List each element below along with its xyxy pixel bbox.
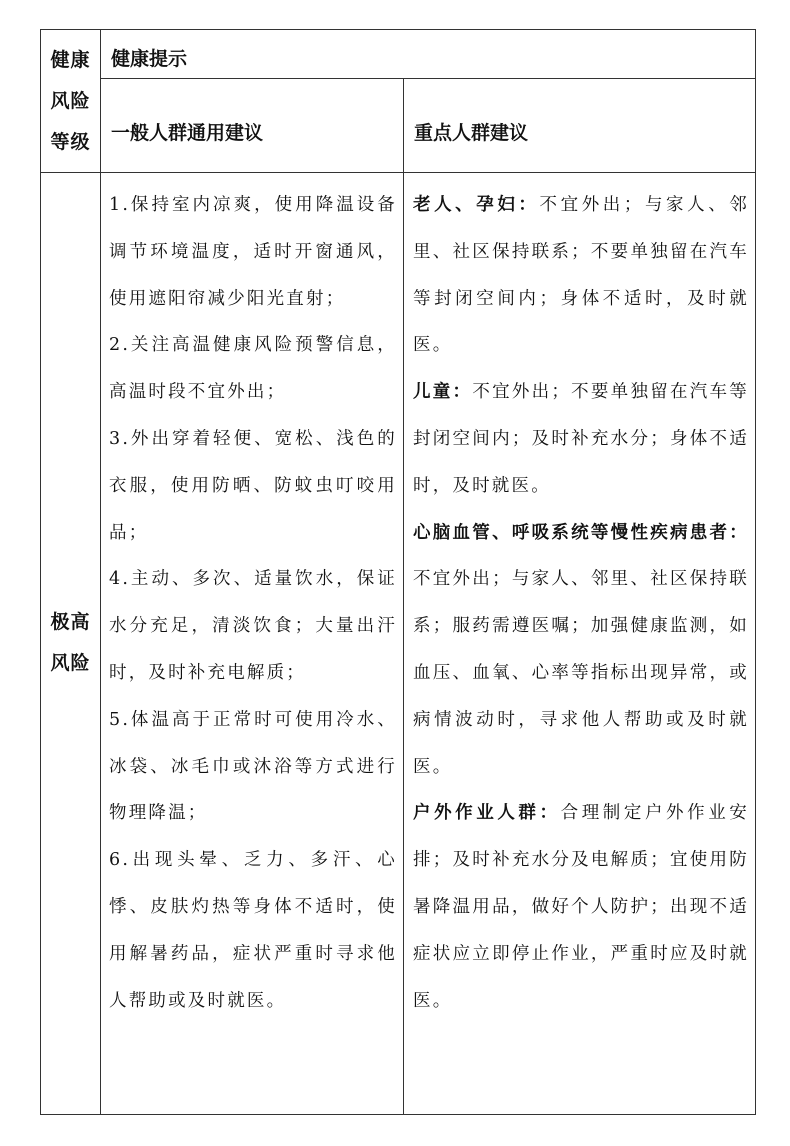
risk-level-line: 风险 xyxy=(50,652,91,674)
general-advice-item: 2.关注高温健康风险预警信息，高温时段不宜外出； xyxy=(109,335,397,403)
risk-level-cell xyxy=(41,172,100,1114)
key-group-text: 合理制定户外作业安排；及时补充水分及电解质；宜使用防暑降温用品，做好个人防护；出现不适症状应立即停止作业，严重时应及时就医。 xyxy=(413,803,749,1011)
advice-table xyxy=(40,29,756,1115)
risk-level-line: 极高 xyxy=(50,611,91,633)
general-advice-item: 6.出现头晕、乏力、多汗、心悸、皮肤灼热等身体不适时，使用解暑药品，症状严重时寻求他人帮助或及时就医。 xyxy=(109,850,397,1011)
header-health-tips: 健康提示 xyxy=(111,48,188,70)
key-group-name: 户外作业人群： xyxy=(413,803,561,824)
key-group-item xyxy=(413,510,749,791)
key-group-item xyxy=(413,182,749,369)
general-advice-item: 5.体温高于正常时可使用冷水、冰袋、冰毛巾或沐浴等方式进行物理降温； xyxy=(109,709,397,824)
key-group-text: 不宜外出；不要单独留在汽车等封闭空间内；及时补充水分；身体不适时，及时就医。 xyxy=(413,382,749,496)
header-risk-level-cell xyxy=(41,30,100,172)
row-divider-header xyxy=(100,78,755,79)
col-divider-2 xyxy=(403,78,404,1114)
key-group-text: 不宜外出；与家人、邻里、社区保持联系；不要单独留在汽车等封闭空间内；身体不适时，及时就医。 xyxy=(413,195,750,356)
header-risk-level-line: 风险 xyxy=(50,89,91,112)
header-risk-level-line: 健康 xyxy=(50,48,91,71)
general-advice-list xyxy=(109,182,397,1024)
key-group-item xyxy=(413,790,749,1024)
risk-level-label xyxy=(50,602,90,684)
row-divider-body xyxy=(41,172,755,173)
general-advice-item: 1.保持室内凉爽，使用降温设备调节环境温度，适时开窗通风，使用遮阳帘减少阳光直射； xyxy=(109,195,397,309)
header-key-group-advice: 重点人群建议 xyxy=(414,122,529,144)
general-advice-item: 4.主动、多次、适量饮水，保证水分充足，清淡饮食；大量出汗时，及时补充电解质； xyxy=(109,569,397,683)
header-risk-level-line: 等级 xyxy=(50,130,91,153)
header-general-advice: 一般人群通用建议 xyxy=(111,122,264,144)
key-group-item xyxy=(413,369,749,509)
key-group-text: 不宜外出；与家人、邻里、社区保持联系；服药需遵医嘱；加强健康监测，如血压、血氧、心率等指标出现异常，或病情波动时，寻求他人帮助或及时就医。 xyxy=(413,569,749,777)
col-divider-1 xyxy=(100,30,101,1114)
header-risk-level-label xyxy=(50,40,90,163)
general-advice-item: 3.外出穿着轻便、宽松、浅色的衣服，使用防晒、防蚊虫叮咬用品； xyxy=(109,428,397,543)
key-group-name: 心脑血管、呼吸系统等慢性疾病患者： xyxy=(413,522,749,543)
key-group-name: 儿童： xyxy=(413,382,473,403)
key-group-advice-list xyxy=(413,182,749,1024)
key-group-name: 老人、孕妇： xyxy=(413,195,540,215)
